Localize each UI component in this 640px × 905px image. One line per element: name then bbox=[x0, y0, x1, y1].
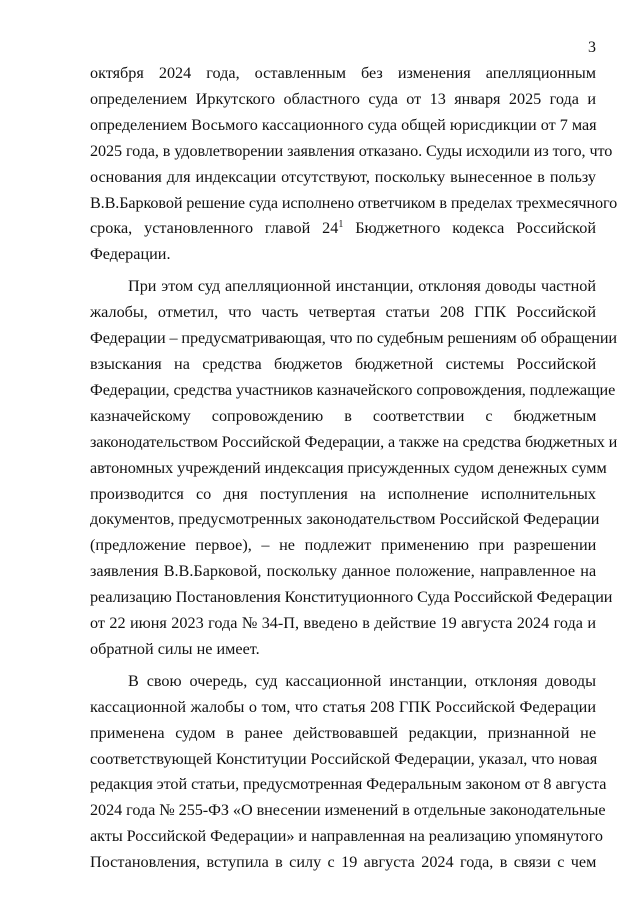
text-line: реализацию Постановления Конституционного Суда Российской Федерации bbox=[90, 588, 613, 607]
text-line: Федерации. bbox=[90, 245, 171, 264]
text-line: (предложение первое), – не подлежит применению при разрешении bbox=[90, 536, 597, 555]
text-line: При этом суд апелляционной инстанции, отклоняя доводы частной bbox=[128, 277, 596, 296]
text-line: акты Российской Федерации» и направленная на реализацию упомянутого bbox=[90, 827, 603, 846]
text-line: обратной силы не имеет. bbox=[90, 639, 260, 658]
text-line: кассационной жалобы о том, что статья 208 ГПК Российской Федерации bbox=[90, 697, 596, 716]
text-line: жалобы, отметил, что часть четвертая статьи 208 ГПК Российской bbox=[90, 303, 596, 322]
page-number: 3 bbox=[588, 39, 596, 56]
text-fragment: срока, установленного главой 24 bbox=[90, 219, 339, 238]
text-line: основания для индексации отсутствуют, поскольку вынесенное в пользу bbox=[90, 167, 596, 186]
text-line: документов, предусмотренных законодательством Российской Федерации bbox=[90, 510, 600, 529]
text-line: применена судом в ранее действовавшей редакции, признанной не bbox=[90, 723, 596, 742]
paragraph-3 bbox=[90, 669, 607, 876]
text-line: определением Иркутского областного суда от 13 января 2025 года и bbox=[90, 89, 596, 108]
text-line: октября 2024 года, оставленным без изменения апелляционным bbox=[90, 64, 597, 82]
text-line: В.В.Барковой решение суда исполнено ответчиком в пределах трехмесячного bbox=[90, 193, 618, 212]
text-line: В свою очередь, суд кассационной инстанции, отклоняя доводы bbox=[128, 671, 596, 690]
text-line: казначейскому сопровождению в соответствии с бюджетным bbox=[90, 406, 597, 425]
text-line: законодательством Российской Федерации, а также на средства бюджетных и bbox=[90, 432, 618, 451]
text-line: Постановления, вступила в силу с 19 августа 2024 года, в связи с чем bbox=[90, 853, 597, 872]
text-line-with-superscript bbox=[90, 216, 596, 242]
text-line: редакция этой статьи, предусмотренная Федеральным законом от 8 августа bbox=[90, 775, 607, 794]
text-line: от 22 июня 2023 года № 34-П, введено в действие 19 августа 2024 года и bbox=[90, 614, 596, 633]
text-line: автономных учреждений индексация присужденных судом денежных сумм bbox=[90, 458, 607, 477]
text-line: определением Восьмого кассационного суда общей юрисдикции от 7 мая bbox=[90, 115, 597, 134]
paragraph-1 bbox=[90, 61, 618, 268]
text-line: соответствующей Конституции Российской Федерации, указал, что новая bbox=[90, 749, 598, 768]
superscript: 1 bbox=[338, 219, 344, 231]
text-line: 2024 года № 255-ФЗ «О внесении изменений в отдельные законодательные bbox=[90, 801, 606, 820]
paragraph-2 bbox=[90, 274, 618, 663]
text-line: производится со дня поступления на исполнение исполнительных bbox=[90, 484, 596, 503]
text-line: Федерации – предусматривающая, что по судебным решениям об обращении bbox=[90, 329, 617, 348]
text-fragment: Бюджетного кодекса Российской bbox=[343, 219, 596, 238]
text-line: заявления В.В.Барковой, поскольку данное положение, направленное на bbox=[90, 562, 597, 581]
document-body bbox=[90, 61, 618, 876]
text-line: 2025 года, в удовлетворении заявления отказано. Суды исходили из того, что bbox=[90, 141, 613, 160]
text-line: взыскания на средства бюджетов бюджетной системы Российской bbox=[90, 354, 597, 373]
text-line: Федерации, средства участников казначейского сопровождения, подлежащие bbox=[90, 380, 616, 399]
